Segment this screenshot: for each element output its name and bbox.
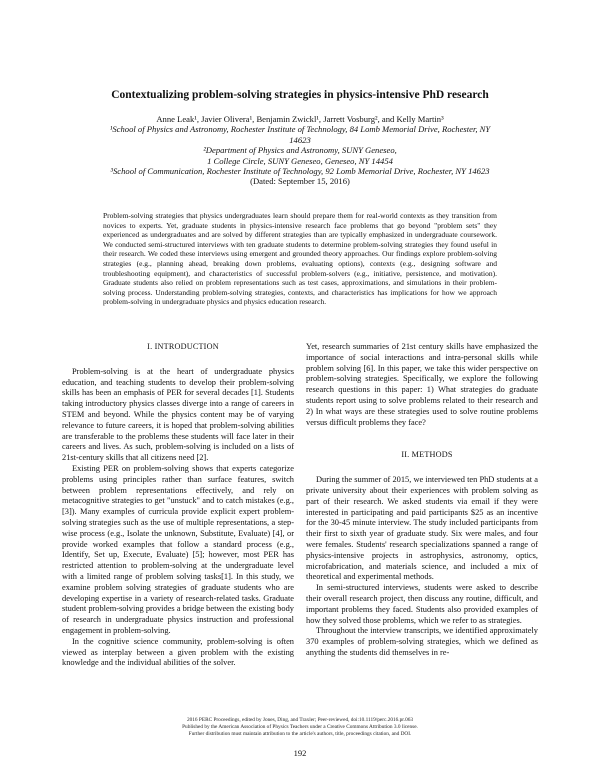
intro-paragraph-2: Existing PER on problem-solving shows that experts categorize problems using principles rather than surface features, switch between problem representations effectively, and rely on metacognitive strategies to get "unstuck" and to catch mistakes (e.g., [3]). Many examples of curricula provide explicit expert problem-solving strategies such as the use of multiple representations, a step-wise process (e.g., Isolate the unknown, Substitute, Evaluate) [4], or provide worked examples that follow a standard process (e.g., Identify, Set up, Execute, Evaluate) [5]; however, most PER has restricted attention to problem-solving at the undergraduate level with a limited range of problem solving tasks[1]. In this study, we examine problem solving strategies of graduate students who are developing expertise in a variety of research-related tasks. Graduate student problem-solving provides a bridge between the existing body of research in undergraduate physics instruction and professional engagement in problem-solving.	[62, 463, 294, 635]
affiliation-2: ²Department of Physics and Astronomy, SUNY Geneseo,	[203, 145, 397, 156]
publication-footer	[60, 717, 540, 737]
dated-line: (Dated: September 15, 2016)	[250, 176, 350, 187]
abstract: Problem-solving strategies that physics undergraduates learn should prepare them for real-world contexts as they transition from novices to experts. Yet, graduate students in physics-intensive research face problems that go beyond "problem sets" they experienced as undergraduates and are solved by different strategies than are typically emphasized in undergraduate coursework. We conducted semi-structured interviews with ten graduate students to determine problem-solving strategies they found useful in their research. We coded these interviews using emergent and grounded theory approaches. Our findings explore problem-solving strategies (e.g., planning ahead, breaking down problems, evaluating options), contexts (e.g., designing software and troubleshooting equipment), and characteristics of successful problem-solvers (e.g., initiative, persistence, and motivation). Graduate students also relied on problem representations such as test cases, approximations, and simulations in their problem-solving process. Understanding problem-solving strategies, contexts, and characteristics has implications for how we approach problem-solving in undergraduate physics and physics education research.	[103, 211, 497, 307]
methods-paragraph-2: In semi-structured interviews, students were asked to describe their overall research project, then discuss any routine, difficult, and important problems they faced. Students also provided examples of how they solved those problems, which we refer to as strategies.	[306, 583, 538, 625]
intro-paragraph-1: Problem-solving is at the heart of undergraduate physics education, and teaching students to develop their problem-solving skills has been an emphasis of PER for several decades [1]. Students taking introductory physics classes diverge into a range of careers in STEM and beyond. While the physics content may be of varying relevance to future careers, it is hoped that problem-solving abilities are transferable to the problems these students will face later in their careers and lives. As such, problem-solving is included on a lists of 21st-century skills that all citizens need [2].	[62, 366, 294, 463]
author-block	[40, 114, 560, 187]
affiliation-1: ¹School of Physics and Astronomy, Rochester Institute of Technology, 84 Lomb Memorial Drive, Rochester, NY	[109, 124, 491, 135]
footer-line-1: 2016 PERC Proceedings, edited by Jones, Ding, and Traxler; Peer-reviewed, doi:10.1119/perc.2016.pr.063	[186, 717, 414, 723]
footer-line-3: Further distribution must maintain attribution to the article's authors, title, proceedings citation, and DOI.	[188, 730, 412, 737]
affiliation-3: ³School of Communication, Rochester Institute of Technology, 92 Lomb Memorial Drive, Rochester, NY 14623	[110, 166, 490, 177]
methods-paragraph-3: Throughout the interview transcripts, we identified approximately 370 examples of problem-solving strategies, which we defined as anything the students did themselves in re-	[306, 626, 538, 657]
right-column	[306, 342, 538, 659]
methods-paragraph-1: During the summer of 2015, we interviewed ten PhD students at a private university about their experiences with problem solving as part of their research. We asked students via email if they were interested in participating and paid participants $25 as an incentive for the 30-45 minute interview. The study included participants from their first to sixth year of graduate study. Six were males, and four were females. Students' research specializations spanned a range of physics-intensive projects in astrophysics, astronomy, optics, microfabrication, and materials science, and included a mix of theoretical and experimental methods.	[306, 475, 538, 582]
left-column	[62, 342, 294, 669]
page-number: 192	[293, 748, 307, 758]
intro-paragraph-3: In the cognitive science community, problem-solving is often viewed as interplay between a given problem with the existing knowledge and the individual abilities of the solver.	[62, 636, 294, 668]
right-column-continuation: Yet, research summaries of 21st century skills have emphasized the importance of social interactions and intra-personal skills while problem solving [6]. In this paper, we take this wider perspective on problem-solving strategies. Specifically, we explore the following research questions in this paper: 1) What strategies do graduate students report using to solve problems related to their research and 2) In what ways are these strategies used to solve routine problems versus difficult problems they face?	[306, 342, 538, 427]
section-heading-methods: II. METHODS	[401, 450, 453, 460]
affiliation-1-zip: 14623	[289, 134, 311, 145]
affiliation-2-address: 1 College Circle, SUNY Geneseo, Geneseo, NY 14454	[207, 155, 393, 166]
footer-line-2: Published by the American Association of Physics Teachers under a Creative Commons Attribution 3.0 license.	[182, 723, 418, 730]
section-heading-introduction: I. INTRODUCTION	[147, 342, 219, 351]
author-list: Anne Leak¹, Javier Olivera¹, Benjamin Zwickl¹, Jarrett Vosburg², and Kelly Martin³	[156, 114, 444, 124]
paper-title: Contextualizing problem-solving strategies in physics-intensive PhD research	[111, 89, 489, 101]
